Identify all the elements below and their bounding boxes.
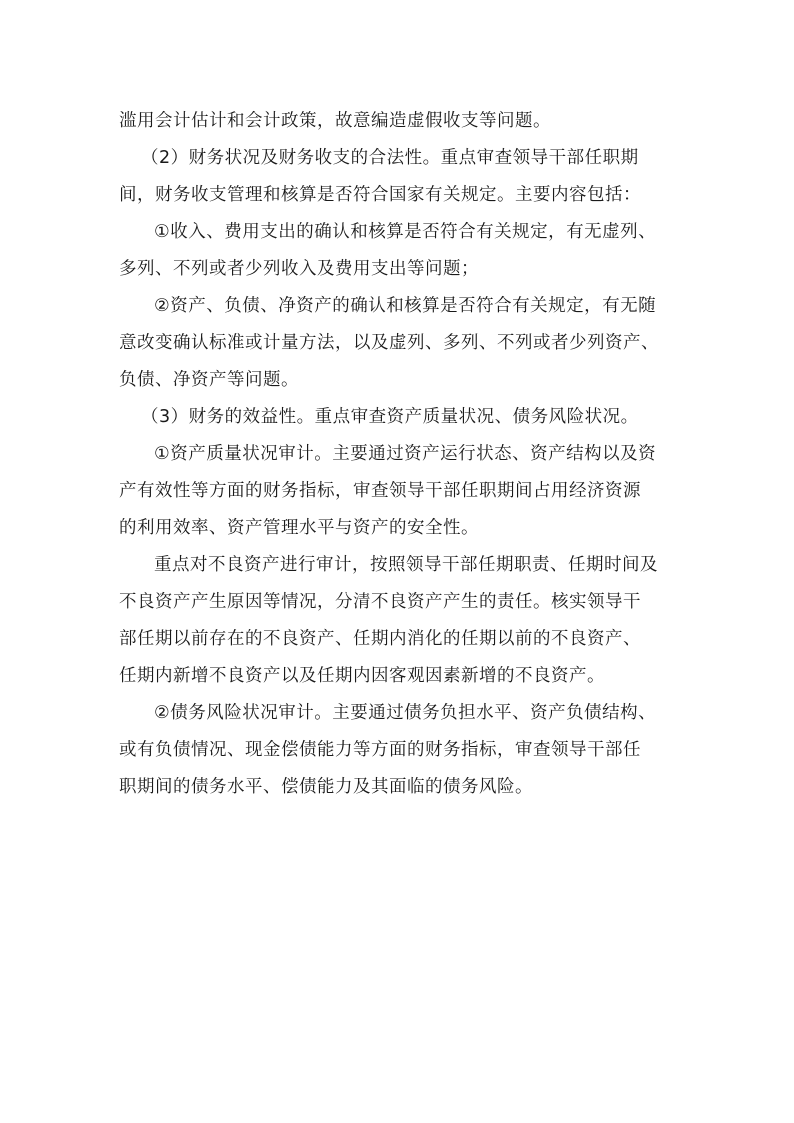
text-line: （2）财务状况及财务收支的合法性。重点审查领导干部任职期 [141,148,639,168]
text-line: ①收入、费用支出的确认和核算是否符合有关规定，有无虚列、 [154,222,657,242]
text-line: 的利用效率、资产管理水平与资产的安全性。 [119,518,479,538]
document-body [119,103,699,806]
text-line: 不良资产产生原因等情况，分清不良资产产生的责任。核实领导干 [119,592,641,612]
text-line: 任期内新增不良资产以及任期内因客观因素新增的不良资产。 [119,666,605,686]
text-line: 意改变确认标准或计量方法，以及虚列、多列、不列或者少列资产、 [119,333,659,353]
text-line: 滥用会计估计和会计政策，故意编造虚假收支等问题。 [119,111,551,131]
text-line: ②资产、负债、净资产的确认和核算是否符合有关规定，有无随 [154,296,657,316]
text-line: 产有效性等方面的财务指标，审查领导干部任职期间占用经济资源 [119,481,641,501]
text-line: 负债、净资产等问题。 [119,370,299,390]
text-line: 职期间的债务水平、偿债能力及其面临的债务风险。 [119,777,533,797]
text-line: 重点对不良资产进行审计，按照领导干部任期职责、任期时间及 [154,555,658,575]
text-line: 部任期以前存在的不良资产、任期内消化的任期以前的不良资产、 [119,629,641,649]
text-line: ①资产质量状况审计。主要通过资产运行状态、资产结构以及资 [154,444,657,464]
text-line: ②债务风险状况审计。主要通过债务负担水平、资产负债结构、 [154,703,657,723]
text-line: 间，财务收支管理和核算是否符合国家有关规定。主要内容包括： [119,185,641,205]
text-line: 多列、不列或者少列收入及费用支出等问题； [119,259,479,279]
text-line: 或有负债情况、现金偿债能力等方面的财务指标，审查领导干部任 [119,740,641,760]
text-line: （3）财务的效益性。重点审查资产质量状况、债务风险状况。 [141,407,639,427]
